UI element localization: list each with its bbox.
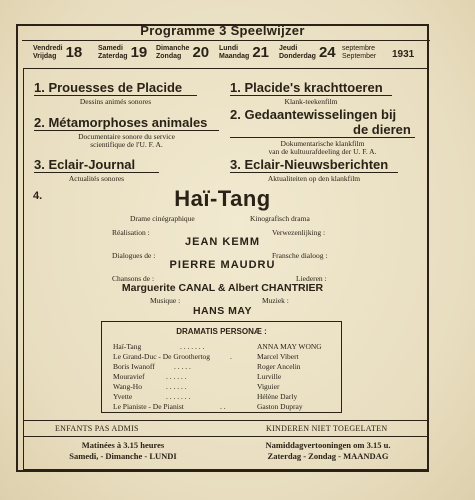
right-item-1-desc: Klank-teekenfilm xyxy=(284,97,338,106)
left-item-2-title: 2. Métamorphoses animales xyxy=(34,115,208,130)
cast-dots: . . xyxy=(220,402,226,411)
year: 1931 xyxy=(392,49,415,60)
matinee-nl: Namiddagvertooningen om 3.15 u. xyxy=(265,440,391,450)
matinee-fr: Matinées à 3.15 heures xyxy=(81,440,165,450)
cast-role: Boris Iwanoff xyxy=(113,362,155,371)
underline xyxy=(34,95,197,96)
cast-dots: . . . . . . xyxy=(166,372,187,381)
cast-actor: Roger Ancelin xyxy=(257,362,301,371)
day-friday: Vendredi Vrijdag 18 xyxy=(33,44,83,61)
underline xyxy=(230,95,392,96)
day-saturday: Samedi Zaterdag 19 xyxy=(98,44,148,61)
cast-role: Le Grand-Duc - De Groothertog xyxy=(113,352,211,361)
cast-role: Le Pianiste - De Pianist xyxy=(113,402,184,411)
cast-actor: Viguier xyxy=(257,382,280,391)
cast-role: Mouravief xyxy=(113,372,145,381)
director-name: JEAN KEMM xyxy=(184,236,260,248)
songs-label-nl: Liederen : xyxy=(296,274,327,283)
month-label: septembre September xyxy=(342,45,377,60)
cast-actor: Marcel Vibert xyxy=(257,352,299,361)
cast-box xyxy=(101,321,342,413)
right-item-3-title: 3. Eclair-Nieuwsberichten xyxy=(230,157,389,172)
right-item-3-desc: Aktualiteiten op den klankfilm xyxy=(267,174,361,183)
footer-divider xyxy=(23,436,428,437)
music-label-nl: Muziek : xyxy=(262,296,289,305)
cast-actor: Lurville xyxy=(257,372,282,381)
underline xyxy=(34,130,219,131)
cast-dots: . . . . . . xyxy=(166,382,187,391)
cast-heading: DRAMATIS PERSONÆ : xyxy=(176,327,267,336)
left-item-1-desc: Dessins animés sonores xyxy=(79,97,152,106)
cast-actor: Hélène Darly xyxy=(257,392,298,401)
underline xyxy=(230,137,415,138)
underline xyxy=(34,172,159,173)
footer-divider xyxy=(23,420,428,421)
cast-dots: . xyxy=(230,352,232,361)
director-label-nl: Verwezenlijking : xyxy=(272,228,326,237)
right-item-1-title: 1. Placide's krachttoeren xyxy=(230,80,383,95)
cast-actor: Gaston Dupray xyxy=(257,402,303,411)
matinee-days-nl: Zaterdag - Zondag - MAANDAG xyxy=(267,451,389,461)
dialogue-author: PIERRE MAUDRU xyxy=(169,259,276,271)
cast-dots: . . . . . xyxy=(174,362,191,371)
divider xyxy=(22,40,430,41)
feature-title: Haï-Tang xyxy=(174,186,271,211)
cast-dots: . . . . . . . xyxy=(180,342,205,351)
songs-authors: Marguerite CANAL & Albert CHANTRIER xyxy=(121,282,324,294)
left-item-2-desc-2: scientifique de l'U. F. A. xyxy=(90,140,163,149)
right-item-2-title: 2. Gedaantewisselingen bij xyxy=(230,107,397,122)
left-item-1-title: 1. Prouesses de Placide xyxy=(34,80,183,95)
cast-actor: ANNA MAY WONG xyxy=(257,342,322,351)
right-item-2-title-cont: de dieren xyxy=(353,122,411,137)
children-notice-fr: ENFANTS PAS ADMIS xyxy=(55,424,139,433)
children-notice-nl: KINDEREN NIET TOEGELATEN xyxy=(266,424,388,433)
right-item-2-desc-2: van de kultuurafdeeling der U. F. A. xyxy=(268,147,377,156)
music-label-fr: Musique : xyxy=(150,296,181,305)
underline xyxy=(230,172,398,173)
left-item-3-desc: Actualités sonores xyxy=(68,174,125,183)
genre-nl: Kinografisch drama xyxy=(250,214,310,223)
right-item-2-desc-1: Dokumentarische klankfilm xyxy=(280,139,365,148)
genre-fr: Drame cinégraphique xyxy=(130,214,195,223)
dialogue-label-nl: Fransche dialoog : xyxy=(272,251,328,260)
left-item-3-title: 3. Eclair-Journal xyxy=(34,157,136,172)
cast-role: Wang-Ho xyxy=(113,382,142,391)
feature-number: 4. xyxy=(33,190,43,202)
cast-role: Haï-Tang xyxy=(113,342,142,351)
day-thursday: Jeudi Donderdag 24 xyxy=(279,44,336,61)
program-title: Programme 3 Speelwijzer xyxy=(140,23,305,38)
cast-dots: . . . . . . . xyxy=(166,392,191,401)
director-label-fr: Réalisation : xyxy=(112,228,150,237)
music-composer: HANS MAY xyxy=(192,305,253,317)
day-monday: Lundi Maandag 21 xyxy=(219,44,270,61)
matinee-days-fr: Samedi, - Dimanche - LUNDI xyxy=(69,451,177,461)
songs-label-fr: Chansons de : xyxy=(112,274,155,283)
cast-role: Yvette xyxy=(113,392,133,401)
dialogue-label-fr: Dialogues de : xyxy=(112,251,156,260)
left-item-2-desc-1: Documentaire sonore du service xyxy=(78,132,175,141)
day-sunday: Dimanche Zondag 20 xyxy=(156,44,210,61)
